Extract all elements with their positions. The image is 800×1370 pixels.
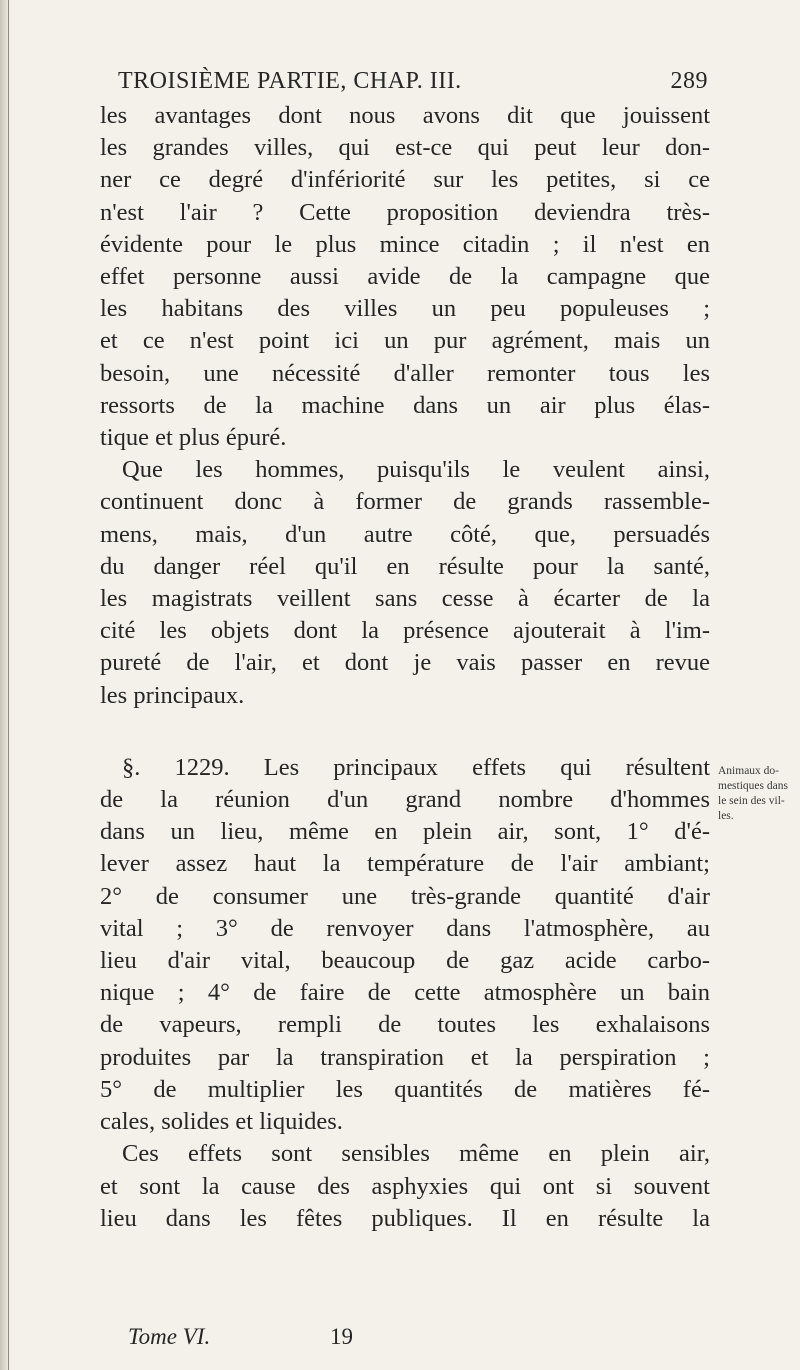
text-line: continuent donc à former de grands rassemble- — [100, 488, 710, 516]
marginal-note-line: le sein des vil- — [718, 795, 785, 807]
text-line: effet personne aussi avide de la campagne que — [100, 263, 710, 291]
text-line: les habitans des villes un peu populeuses ; — [100, 295, 710, 323]
text-line: dans un lieu, même en plein air, sont, 1° d'é- — [100, 818, 710, 846]
text-line: pureté de l'air, et dont je vais passer en revue — [100, 649, 710, 677]
text-line: lieu d'air vital, beaucoup de gaz acide carbo- — [100, 947, 710, 975]
text-line: et ce n'est point ici un pur agrément, mais un — [100, 327, 710, 355]
tome-label: Tome VI. — [128, 1324, 211, 1349]
text-line: 5° de multiplier les quantités de matières fé- — [100, 1075, 710, 1103]
marginal-note — [718, 764, 796, 824]
paragraph — [100, 752, 710, 1138]
marginal-note-line: les. — [718, 810, 734, 822]
text-line: vital ; 3° de renvoyer dans l'atmosphère, au — [100, 914, 710, 942]
text-line: nique ; 4° de faire de cette atmosphère un bain — [100, 979, 710, 1007]
page-edge-line — [8, 0, 9, 1370]
page-edge — [0, 0, 8, 1370]
paragraph — [100, 454, 710, 712]
paragraph — [100, 1138, 710, 1235]
text-line: de la réunion d'un grand nombre d'hommes — [100, 786, 710, 814]
text-line: Que les hommes, puisqu'ils le veulent ainsi, — [122, 456, 710, 484]
text-line: du danger réel qu'il en résulte pour la santé, — [100, 552, 710, 580]
page-footer — [128, 1324, 358, 1354]
text-line: et sont la cause des asphyxies qui ont si souvent — [100, 1172, 710, 1200]
text-line: lever assez haut la température de l'air ambiant; — [100, 850, 710, 878]
text-line: ner ce degré d'infériorité sur les petites, si ce — [100, 166, 710, 194]
text-line: les magistrats veillent sans cesse à écarter de la — [100, 585, 710, 613]
signature-mark: 19 — [330, 1324, 353, 1349]
text-line: lieu dans les fêtes publiques. Il en résulte la — [100, 1204, 710, 1232]
text-line: 2° de consumer une très-grande quantité d'air — [100, 882, 710, 910]
text-line: produites par la transpiration et la perspiration ; — [100, 1043, 710, 1071]
text-line: tique et plus épuré. — [100, 424, 287, 452]
section-gap — [100, 712, 710, 752]
marginal-note-line: mestiques dans — [718, 780, 788, 792]
paragraph — [100, 100, 710, 454]
text-line: les grandes villes, qui est-ce qui peut leur don- — [100, 134, 710, 162]
body-text — [100, 100, 710, 1235]
text-line: Ces effets sont sensibles même en plein air, — [122, 1140, 710, 1168]
text-line: de vapeurs, rempli de toutes les exhalaisons — [100, 1011, 710, 1039]
marginal-note-line: Animaux do- — [718, 765, 780, 777]
text-line: §. 1229. Les principaux effets qui résultent — [122, 753, 710, 781]
page-number: 289 — [670, 68, 708, 94]
text-line: mens, mais, d'un autre côté, que, persuadés — [100, 520, 710, 548]
text-line: les principaux. — [100, 681, 245, 709]
text-line: besoin, une nécessité d'aller remonter tous les — [100, 359, 710, 387]
text-line: évidente pour le plus mince citadin ; il n'est en — [100, 230, 710, 258]
text-line: les avantages dont nous avons dit que jouissent — [100, 102, 710, 129]
running-head — [118, 68, 708, 102]
text-line: ressorts de la machine dans un air plus élas- — [100, 391, 710, 419]
text-line: cité les objets dont la présence ajouterait à l'im- — [100, 617, 710, 645]
running-title: TROISIÈME PARTIE, CHAP. III. — [118, 68, 462, 94]
text-line: cales, solides et liquides. — [100, 1108, 343, 1136]
text-line: n'est l'air ? Cette proposition deviendra très- — [100, 198, 710, 226]
